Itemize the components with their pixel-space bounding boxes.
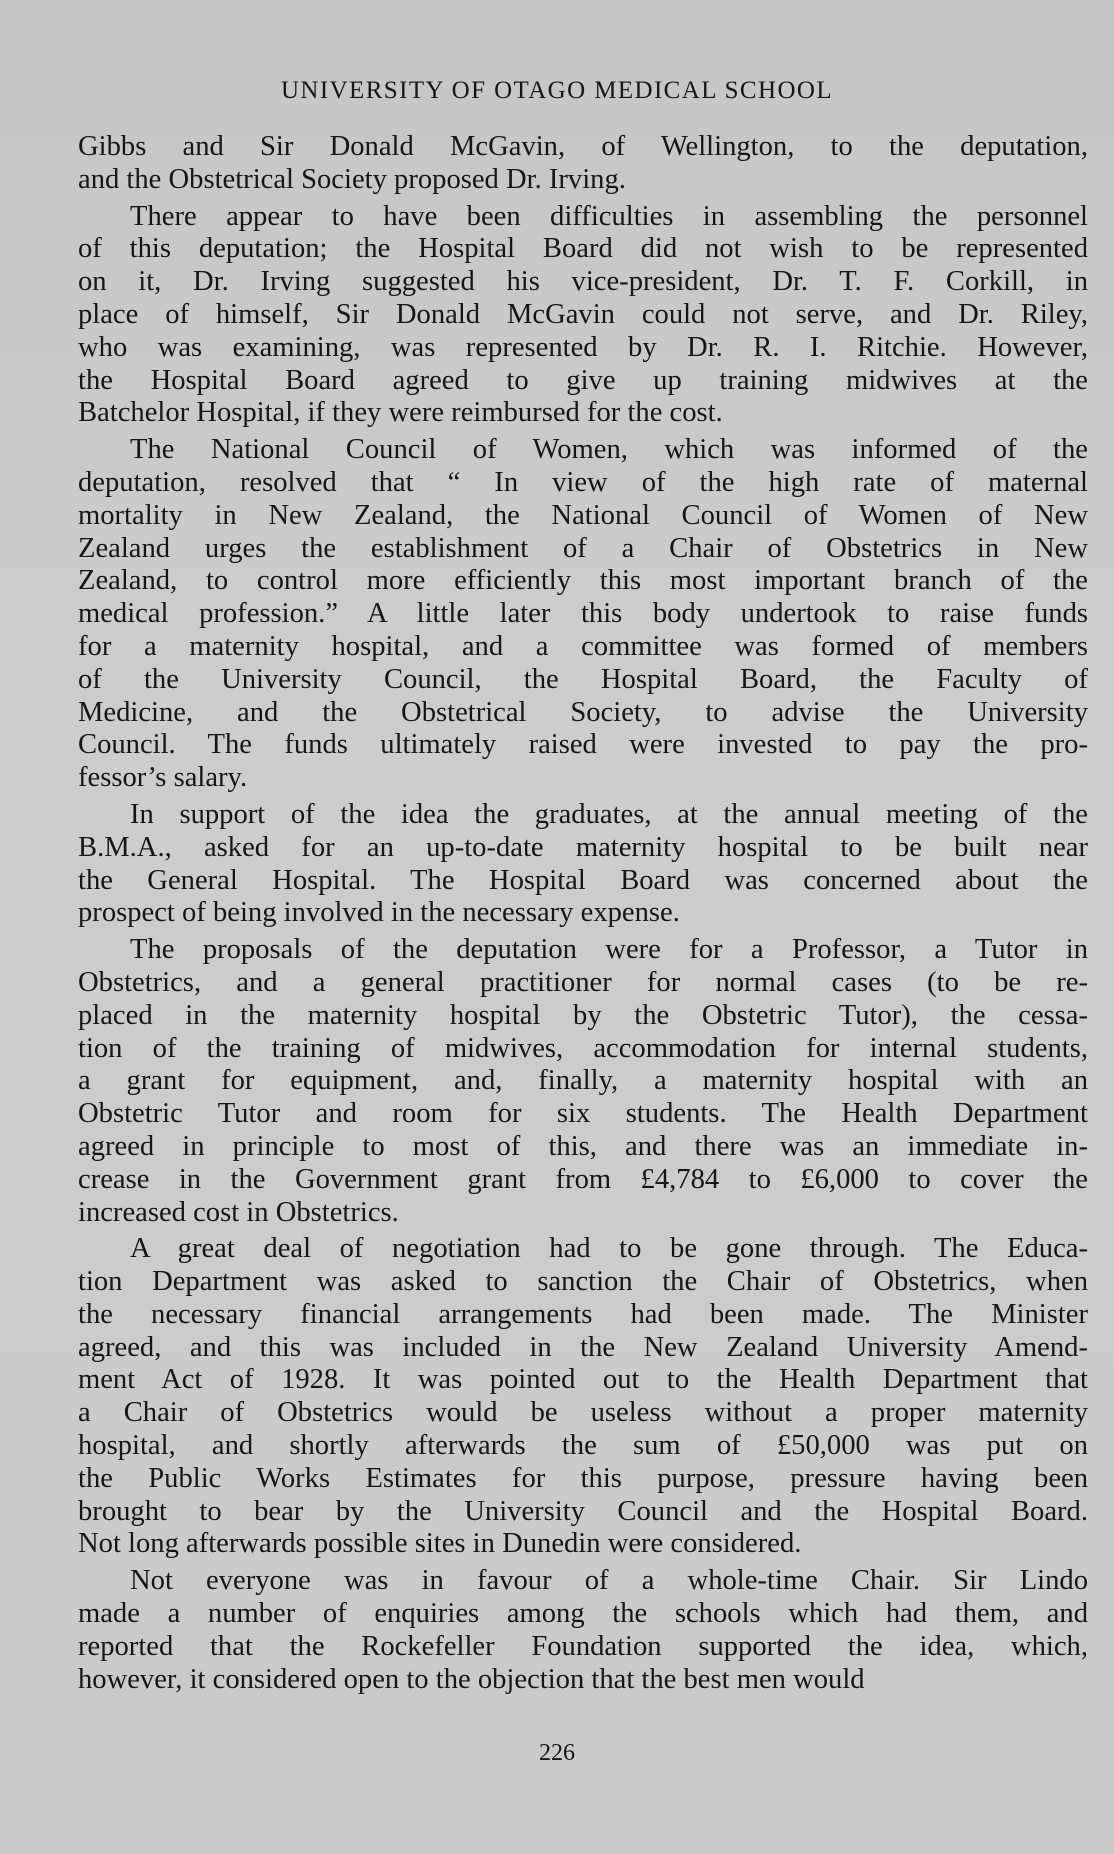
text-line: Zealand urges the establishment of a Chair of Obstetrics in New	[78, 532, 1088, 564]
text-line: Obstetrics, and a general practitioner for normal cases (to be re-	[78, 966, 1088, 998]
text-line: increased cost in Obstetrics.	[78, 1196, 399, 1228]
text-line: medical profession.” A little later this body undertook to raise funds	[78, 598, 1088, 630]
text-line: made a number of enquiries among the schools which had them, and	[78, 1598, 1088, 1630]
text-line: The proposals of the deputation were for a Professor, a Tutor in	[130, 934, 1088, 966]
text-line: the Hospital Board agreed to give up training midwives at the	[78, 364, 1088, 396]
text-line: agreed, and this was included in the New Zealand University Amend-	[78, 1331, 1088, 1363]
text-line: prospect of being involved in the necessary expense.	[78, 897, 680, 929]
text-line: and the Obstetrical Society proposed Dr. Irving.	[78, 163, 626, 195]
text-line: Gibbs and Sir Donald McGavin, of Wellington, to the deputation,	[78, 131, 1088, 162]
text-line: The National Council of Women, which was informed of the	[130, 434, 1088, 466]
paragraph	[78, 131, 1088, 197]
text-line: agreed in principle to most of this, and there was an immediate in-	[78, 1130, 1088, 1162]
text-line: however, it considered open to the objection that the best men would	[78, 1663, 865, 1695]
text-line: reported that the Rockefeller Foundation supported the idea, which,	[78, 1630, 1088, 1662]
text-line: A great deal of negotiation had to be gone through. The Educa-	[130, 1233, 1088, 1265]
text-line: place of himself, Sir Donald McGavin could not serve, and Dr. Riley,	[78, 298, 1088, 330]
text-line: crease in the Government grant from £4,784 to £6,000 to cover the	[78, 1163, 1088, 1195]
text-line: Zealand, to control more efficiently this most important branch of the	[78, 565, 1088, 597]
text-line: the Public Works Estimates for this purpose, pressure having been	[78, 1462, 1088, 1494]
paragraph	[78, 1233, 1088, 1561]
text-line: of the University Council, the Hospital Board, the Faculty of	[78, 663, 1088, 695]
text-line: placed in the maternity hospital by the Obstetric Tutor), the cessa-	[78, 999, 1088, 1031]
text-line: fessor’s salary.	[78, 762, 248, 794]
text-line: Batchelor Hospital, if they were reimbursed for the cost.	[78, 397, 723, 429]
text-line: brought to bear by the University Council and the Hospital Board.	[78, 1495, 1088, 1527]
paragraph	[78, 434, 1088, 795]
text-line: In support of the idea the graduates, at the annual meeting of the	[130, 798, 1088, 830]
text-line: B.M.A., asked for an up-to-date maternity hospital to be built near	[78, 831, 1088, 863]
text-line: Council. The funds ultimately raised were invested to pay the pro-	[78, 729, 1088, 761]
text-line: There appear to have been difficulties in assembling the personnel	[130, 200, 1088, 232]
text-line: mortality in New Zealand, the National Council of Women of New	[78, 499, 1088, 531]
text-line: tion of the training of midwives, accommodation for internal students,	[78, 1032, 1088, 1064]
page-number: 226	[539, 1740, 575, 1766]
text-line: Not everyone was in favour of a whole-time Chair. Sir Lindo	[130, 1565, 1088, 1597]
text-line: who was examining, was represented by Dr. R. I. Ritchie. However,	[78, 331, 1088, 363]
running-head: UNIVERSITY OF OTAGO MEDICAL SCHOOL	[280, 77, 834, 104]
text-line: the necessary financial arrangements had been made. The Minister	[78, 1298, 1088, 1330]
text-line: a Chair of Obstetrics would be useless without a proper maternity	[78, 1397, 1088, 1429]
paragraph	[78, 201, 1088, 431]
text-line: Obstetric Tutor and room for six students. The Health Department	[78, 1098, 1088, 1130]
text-line: Not long afterwards possible sites in Dunedin were considered.	[78, 1528, 802, 1560]
text-line: of this deputation; the Hospital Board did not wish to be represented	[78, 233, 1088, 265]
text-line: on it, Dr. Irving suggested his vice-president, Dr. T. F. Corkill, in	[78, 266, 1088, 298]
text-line: ment Act of 1928. It was pointed out to the Health Department that	[78, 1364, 1088, 1396]
paragraph	[78, 1565, 1088, 1696]
text-line: for a maternity hospital, and a committee was formed of members	[78, 630, 1088, 662]
text-line: deputation, resolved that “ In view of the high rate of maternal	[78, 466, 1088, 498]
text-line: tion Department was asked to sanction the Chair of Obstetrics, when	[78, 1266, 1088, 1298]
text-line: a grant for equipment, and, finally, a maternity hospital with an	[78, 1065, 1088, 1097]
body-text	[78, 131, 1088, 1700]
text-line: hospital, and shortly afterwards the sum of £50,000 was put on	[78, 1430, 1088, 1462]
text-line: the General Hospital. The Hospital Board was concerned about the	[78, 864, 1088, 896]
paragraph	[78, 799, 1088, 930]
text-line: Medicine, and the Obstetrical Society, to advise the University	[78, 696, 1088, 728]
paragraph	[78, 934, 1088, 1229]
